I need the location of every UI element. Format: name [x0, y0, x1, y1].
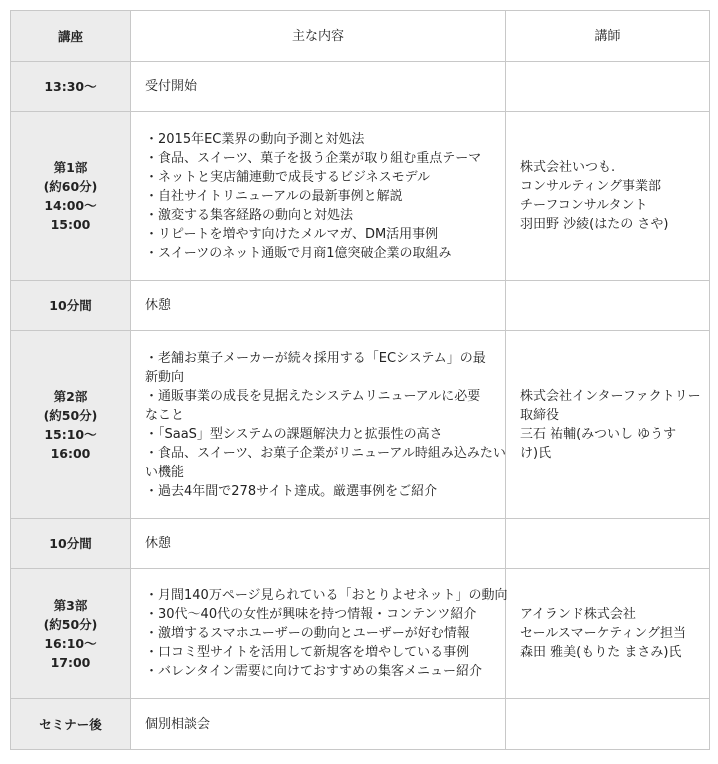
session-label-line: 第1部 — [53, 160, 88, 175]
speaker-line: 羽田野 沙綾(はたの さや) — [520, 217, 669, 232]
speaker-cell — [506, 281, 710, 331]
content-line: ・過去4年間で278サイト達成。厳選事例をご紹介 — [145, 483, 438, 499]
session-content-cell — [131, 699, 506, 750]
speaker-line: 森田 雅美(もりた まさみ)氏 — [520, 645, 682, 660]
speaker-line: 株式会社インターファクトリー — [520, 388, 701, 404]
content-line: ・激変する集客経路の動向と対処法 — [145, 207, 354, 223]
table-row — [11, 519, 710, 569]
session-content-cell — [131, 569, 506, 699]
speaker-line: 取締役 — [520, 407, 560, 423]
speaker-cell — [506, 62, 710, 112]
content-line: ・通販事業の成長を見据えたシステムリニューアルに必要 — [145, 388, 481, 404]
content-line: 受付開始 — [145, 79, 198, 94]
content-line: ・激増するスマホユーザーの動向とユーザーが好む情報 — [145, 626, 470, 641]
content-line: ・月間140万ページ見られている「おとりよせネット」の動向 — [145, 588, 508, 603]
speaker-line: アイランド株式会社 — [520, 607, 636, 622]
table-row — [11, 112, 710, 281]
content-line: ・老舗お菓子メーカーが続々採用する「ECシステム」の最 — [145, 350, 486, 366]
speaker-line: コンサルティング事業部 — [520, 179, 662, 194]
session-label-line: 14:00～ — [44, 198, 97, 213]
session-label-cell — [11, 281, 131, 331]
content-line: なこと — [145, 407, 185, 423]
content-line: ・スイーツのネット通販で月商1億突破企業の取組み — [145, 245, 452, 261]
session-label-line: 10分間 — [49, 298, 92, 313]
content-line: ・2015年EC業界の動向予測と対処法 — [145, 131, 365, 147]
session-content-cell — [131, 519, 506, 569]
speaker-cell — [506, 569, 710, 699]
table-row — [11, 281, 710, 331]
seminar-schedule-table — [10, 10, 710, 750]
table-row — [11, 699, 710, 750]
speaker-cell — [506, 699, 710, 750]
session-label-cell — [11, 112, 131, 281]
header-content: 主な内容 — [131, 11, 506, 62]
session-label-cell — [11, 569, 131, 699]
session-label-line: 第3部 — [53, 597, 88, 613]
session-label-line: 16:10～ — [44, 635, 97, 651]
content-line: い機能 — [145, 464, 185, 480]
session-label-cell — [11, 699, 131, 750]
content-line: 休憩 — [145, 536, 172, 551]
header-speaker: 講師 — [506, 11, 710, 62]
session-content-cell — [131, 112, 506, 281]
speaker-line: セールスマーケティング担当 — [520, 626, 687, 641]
speaker-line: け)氏 — [520, 445, 552, 461]
content-line: ・30代～40代の女性が興味を持つ情報・コンテンツ紹介 — [145, 607, 477, 622]
session-label-line: 17:00 — [50, 654, 91, 670]
table-body — [11, 62, 710, 750]
header-lecture: 講座 — [11, 11, 131, 62]
speaker-line: チーフコンサルタント — [520, 198, 648, 213]
session-label-line: (約50分) — [43, 407, 98, 423]
speaker-cell — [506, 331, 710, 519]
content-line: ・バレンタイン需要に向けておすすめの集客メニュー紹介 — [145, 664, 483, 679]
session-label-line: 15:00 — [50, 217, 91, 232]
session-label-cell — [11, 519, 131, 569]
session-label-line: 13:30～ — [44, 79, 97, 94]
content-line: ・リピートを増やす向けたメルマガ、DM活用事例 — [145, 226, 439, 242]
table-row — [11, 62, 710, 112]
session-content-cell — [131, 281, 506, 331]
session-label-line: (約50分) — [43, 616, 98, 632]
content-line: 新動向 — [145, 369, 185, 385]
session-label-line: 第2部 — [53, 388, 88, 404]
content-line: 個別相談会 — [145, 716, 211, 732]
session-label-line: (約60分) — [43, 179, 98, 194]
speaker-cell — [506, 112, 710, 281]
speaker-cell — [506, 519, 710, 569]
content-line: 休憩 — [145, 298, 172, 313]
session-label-line: 16:00 — [50, 445, 91, 461]
speaker-line: 三石 祐輔(みついし ゆうす — [520, 426, 677, 442]
schedule-table-wrapper — [10, 10, 710, 750]
content-line: ・ネットと実店舗連動で成長するビジネスモデル — [145, 169, 430, 185]
content-line: ・食品、スイーツ、お菓子企業がリニューアル時組み込みたい — [145, 445, 506, 461]
session-label-line: 15:10～ — [44, 426, 97, 442]
content-line: ・口コミ型サイトを活用して新規客を増やしている事例 — [145, 645, 470, 660]
session-label-cell — [11, 62, 131, 112]
table-row — [11, 331, 710, 519]
table-row — [11, 569, 710, 699]
session-label-line: セミナー後 — [39, 716, 102, 732]
content-line: ・「SaaS」型システムの課題解決力と拡張性の高さ — [145, 426, 443, 442]
content-line: ・自社サイトリニューアルの最新事例と解説 — [145, 188, 403, 204]
session-content-cell — [131, 331, 506, 519]
speaker-line: 株式会社いつも. — [520, 160, 616, 175]
session-label-line: 10分間 — [49, 536, 92, 551]
session-content-cell — [131, 62, 506, 112]
content-line: ・食品、スイーツ、菓子を扱う企業が取り組む重点テーマ — [145, 150, 482, 166]
session-label-cell — [11, 331, 131, 519]
table-header-row — [11, 11, 710, 62]
